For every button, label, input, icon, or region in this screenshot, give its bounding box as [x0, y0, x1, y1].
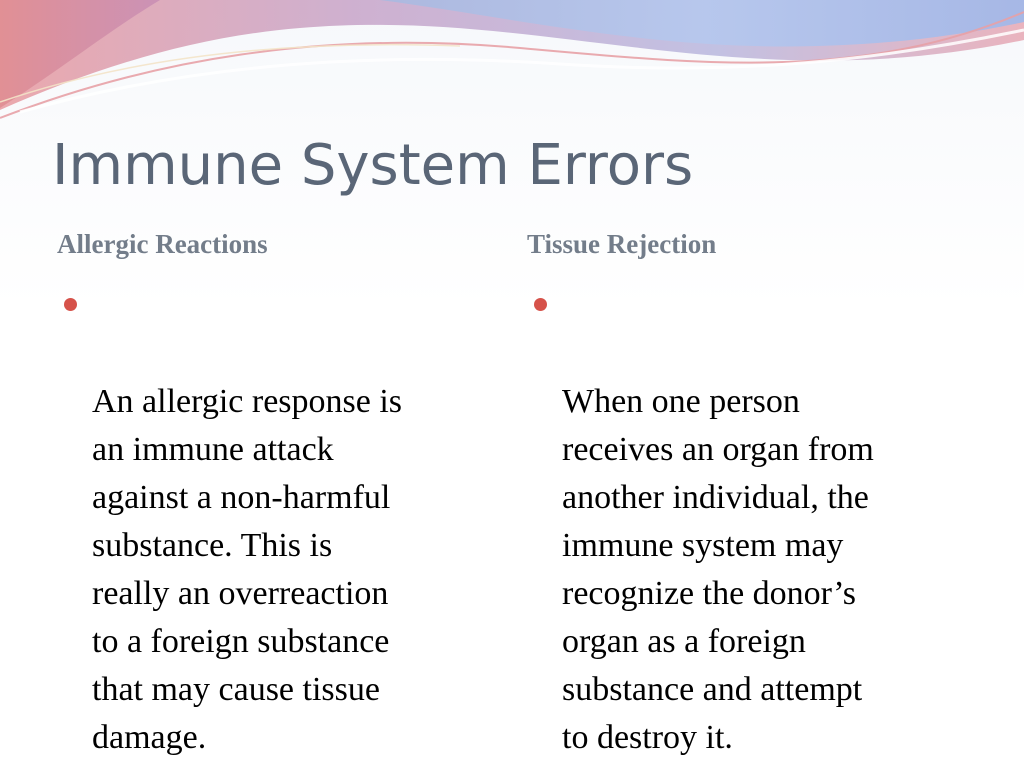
bullet-item — [532, 282, 972, 762]
slide-title: Immune System Errors — [52, 133, 694, 198]
column-heading-tissue-rejection: Tissue Rejection — [527, 229, 717, 259]
bullet-text: An allergic response is an immune attack against a non-harmful substance. This is really an overreaction to a foreign substance that may cause tissue damage. — [92, 383, 403, 756]
bullet-dot-icon — [64, 298, 77, 311]
bullet-text: When one person receives an organ from another individual, the immune system may recognize the donor’s organ as a foreign substance and attempt to destroy it. — [562, 383, 874, 756]
header-wave-decoration — [0, 0, 1024, 130]
bullet-list-allergic-reactions — [62, 282, 482, 762]
column-heading-allergic-reactions: Allergic Reactions — [57, 229, 268, 259]
bullet-item — [62, 282, 482, 762]
bullet-list-tissue-rejection — [532, 282, 972, 762]
bullet-dot-icon — [534, 298, 547, 311]
